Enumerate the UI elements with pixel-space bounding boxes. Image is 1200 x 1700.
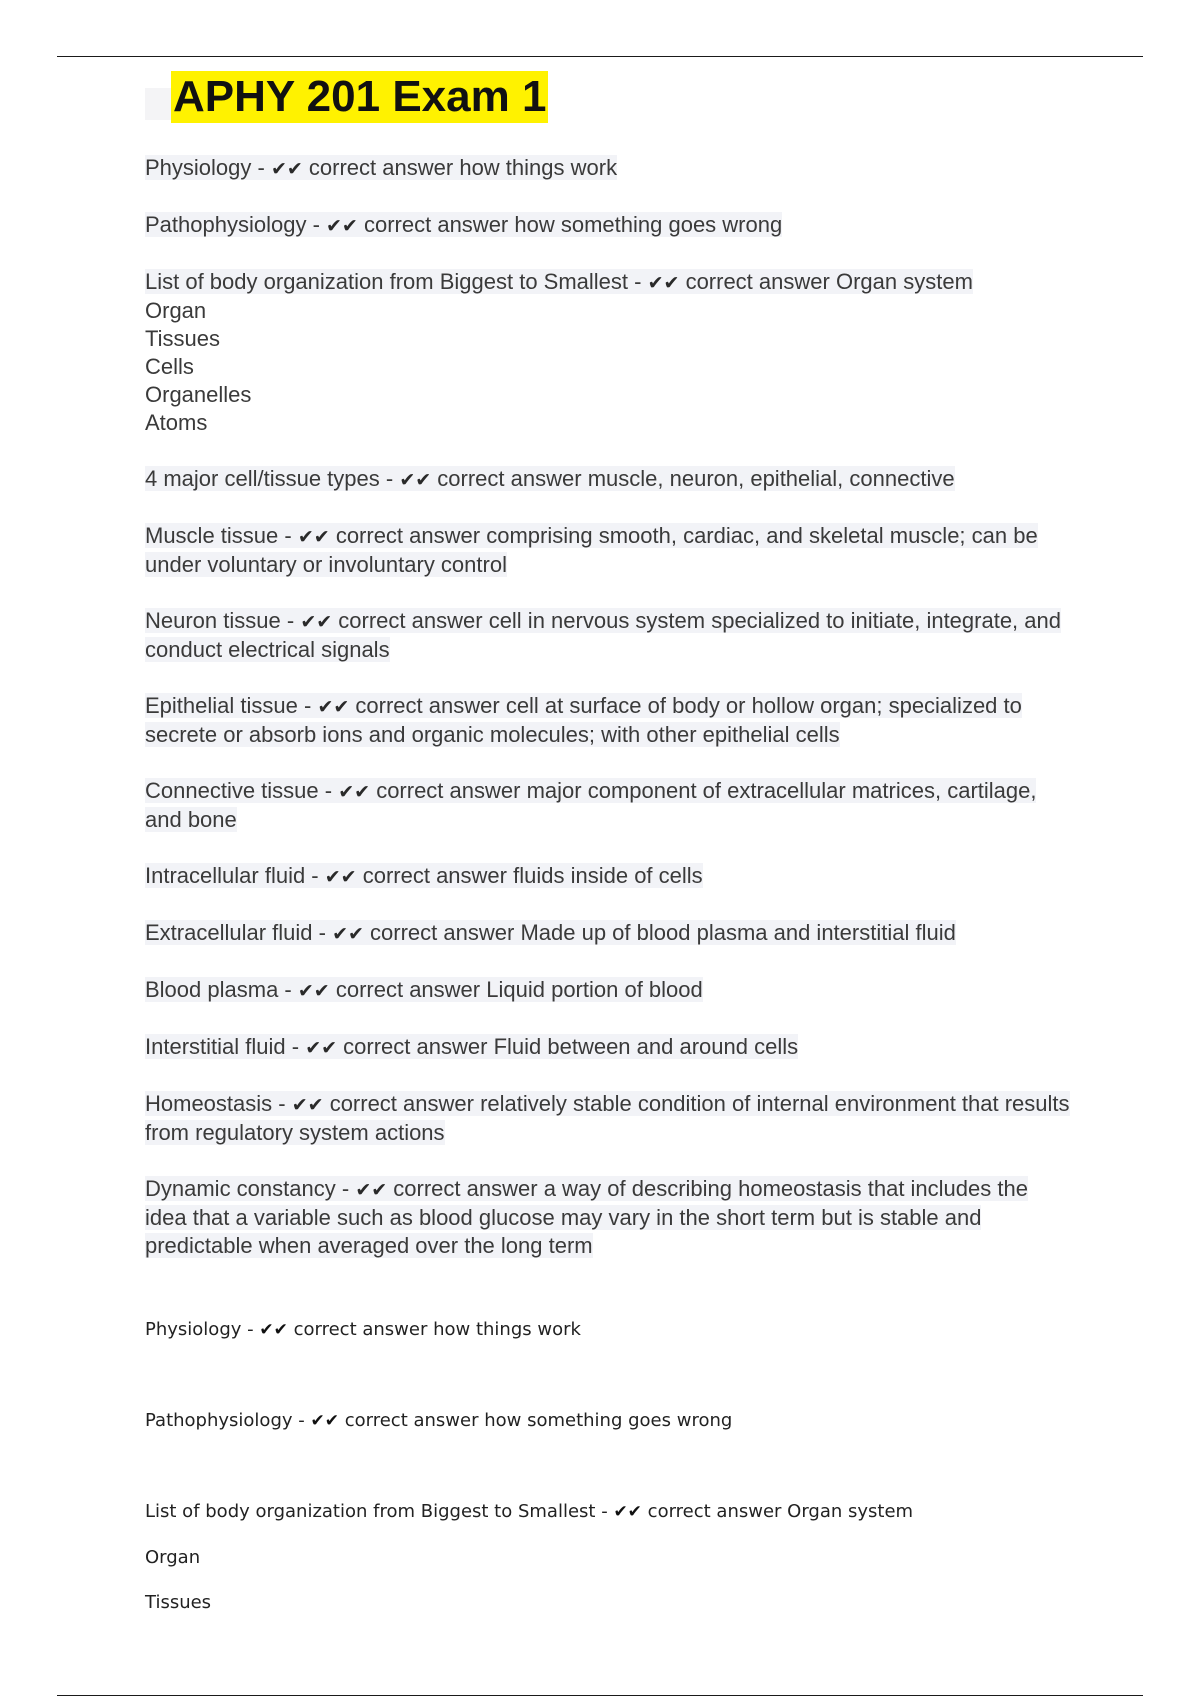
repeat-term: List of body organization from Biggest to Smallest xyxy=(145,1501,596,1522)
answer-prefix: correct answer xyxy=(338,608,483,633)
answer-prefix: correct answer xyxy=(343,1034,488,1059)
top-rule xyxy=(57,56,1143,57)
repeat-answer: Organ system xyxy=(787,1501,914,1522)
check-icon: ✔✔ xyxy=(647,272,680,294)
qa-term: Connective tissue xyxy=(145,778,319,803)
check-icon: ✔✔ xyxy=(332,923,364,945)
check-icon: ✔✔ xyxy=(291,1094,324,1116)
qa-line: Neuron tissue - ✔✔ correct answer cell in nervous system specialized to initiate, integrate, and conduct electrical signals xyxy=(145,608,1061,662)
qa-answer: how something goes wrong xyxy=(514,212,783,237)
check-icon: ✔✔ xyxy=(399,469,432,491)
repeat-item: List of body organization from Biggest to Smallest - ✔✔ correct answer Organ system xyxy=(145,1501,914,1522)
qa-item xyxy=(145,976,1075,1005)
answer-prefix: correct answer xyxy=(437,466,582,491)
qa-term: Neuron tissue xyxy=(145,608,281,633)
list-entry: Cells xyxy=(145,354,194,379)
qa-answer: cell in nervous system specialized to initiate, integrate, and conduct electrical signals xyxy=(145,608,1061,662)
list-entry: Organelles xyxy=(145,382,252,407)
check-icon: ✔✔ xyxy=(305,1037,338,1059)
qa-line: Extracellular fluid - ✔✔ correct answer Made up of blood plasma and interstitial fluid xyxy=(145,920,956,945)
qa-item xyxy=(145,211,1075,240)
qa-answer: Organ system xyxy=(835,269,973,294)
list-entry: Atoms xyxy=(145,410,208,435)
qa-line: Pathophysiology - ✔✔ correct answer how something goes wrong xyxy=(145,212,783,237)
qa-item xyxy=(145,154,1075,183)
qa-term: Extracellular fluid xyxy=(145,920,313,945)
qa-line: Epithelial tissue - ✔✔ correct answer cell at surface of body or hollow organ; specialized to secrete or absorb ions and organic molecules; with other epithelial cells xyxy=(145,693,1022,747)
answer-prefix: correct answer xyxy=(335,523,481,548)
check-icon: ✔✔ xyxy=(259,1320,288,1340)
qa-term: Epithelial tissue xyxy=(145,693,298,718)
qa-answer: Liquid portion of blood xyxy=(486,977,703,1002)
qa-item xyxy=(145,862,1075,891)
qa-item xyxy=(145,1033,1075,1062)
qa-item xyxy=(145,1175,1075,1260)
qa-answer: comprising smooth, cardiac, and skeletal muscle; can be under voluntary or involuntary control xyxy=(145,523,1038,577)
qa-term: Muscle tissue xyxy=(145,523,279,548)
answer-prefix: correct answer xyxy=(293,1319,428,1340)
qa-item xyxy=(145,522,1075,579)
qa-term: List of body organization from Biggest to Smallest xyxy=(145,269,629,294)
qa-answer: fluids inside of cells xyxy=(513,863,703,888)
answer-prefix: correct answer xyxy=(355,693,500,718)
qa-item xyxy=(145,1090,1075,1147)
title-block xyxy=(145,66,1075,128)
check-icon: ✔✔ xyxy=(324,866,357,888)
repeat-term: Pathophysiology xyxy=(145,1410,293,1431)
answer-prefix: correct answer xyxy=(376,778,521,803)
qa-item xyxy=(145,919,1075,948)
check-icon: ✔✔ xyxy=(297,980,330,1002)
qa-line: List of body organization from Biggest to Smallest - ✔✔ correct answer Organ system xyxy=(145,269,973,294)
qa-line: Intracellular fluid - ✔✔ correct answer fluids inside of cells xyxy=(145,863,703,888)
qa-item xyxy=(145,777,1075,834)
answer-prefix: correct answer xyxy=(370,920,515,945)
check-icon: ✔✔ xyxy=(310,1411,339,1431)
repeat-term: Physiology xyxy=(145,1319,242,1340)
qa-term: Interstitial fluid xyxy=(145,1034,286,1059)
answer-prefix: correct answer xyxy=(344,1410,479,1431)
qa-item xyxy=(145,465,1075,494)
qa-answer: muscle, neuron, epithelial, connective xyxy=(587,466,955,491)
repeat-list-entry: Tissues xyxy=(145,1592,212,1613)
qa-item xyxy=(145,607,1075,664)
list-entry: Organ xyxy=(145,298,207,323)
qa-line: Interstitial fluid - ✔✔ correct answer Fluid between and around cells xyxy=(145,1034,799,1059)
qa-line: Blood plasma - ✔✔ correct answer Liquid portion of blood xyxy=(145,977,703,1002)
answer-prefix: correct answer xyxy=(685,269,830,294)
qa-answer: cell at surface of body or hollow organ; specialized to secrete or absorb ions and organic molecules; with other epithelial cells xyxy=(145,693,1022,747)
document-body xyxy=(145,66,1075,1288)
qa-line: Connective tissue - ✔✔ correct answer major component of extracellular matrices, cartilage, and bone xyxy=(145,778,1037,832)
answer-prefix: correct answer xyxy=(308,155,454,180)
qa-answer: Fluid between and around cells xyxy=(493,1034,799,1059)
check-icon: ✔✔ xyxy=(297,526,330,548)
repeat-answer: how something goes wrong xyxy=(484,1410,733,1431)
answer-prefix: correct answer xyxy=(335,977,481,1002)
check-icon: ✔✔ xyxy=(326,215,358,237)
list-entry: Tissues xyxy=(145,326,220,351)
qa-answer: how things work xyxy=(459,155,618,180)
repeat-answer: how things work xyxy=(433,1319,581,1340)
check-icon: ✔✔ xyxy=(355,1179,388,1201)
qa-answer: relatively stable condition of internal environment that results from regulatory system actions xyxy=(145,1091,1070,1145)
qa-line: 4 major cell/tissue types - ✔✔ correct answer muscle, neuron, epithelial, connective xyxy=(145,466,955,491)
qa-item xyxy=(145,268,1075,437)
check-icon: ✔✔ xyxy=(300,611,333,633)
qa-line: Physiology - ✔✔ correct answer how things work xyxy=(145,155,618,180)
repeat-list-entry: Organ xyxy=(145,1547,201,1568)
qa-term: Blood plasma xyxy=(145,977,279,1002)
qa-answer: a way of describing homeostasis that includes the idea that a variable such as blood glucose may vary in the short term but is stable and predictable when averaged over the long term xyxy=(145,1176,1028,1258)
answer-prefix: correct answer xyxy=(329,1091,474,1116)
qa-term: Pathophysiology xyxy=(145,212,307,237)
qa-line: Muscle tissue - ✔✔ correct answer comprising smooth, cardiac, and skeletal muscle; can be under voluntary or involuntary control xyxy=(145,523,1038,577)
bottom-rule xyxy=(57,1695,1143,1696)
qa-answer: major component of extracellular matrices, cartilage, and bone xyxy=(145,778,1037,832)
answer-prefix: correct answer xyxy=(362,863,507,888)
repeat-item: Pathophysiology - ✔✔ correct answer how something goes wrong xyxy=(145,1410,733,1431)
answer-prefix: correct answer xyxy=(363,212,509,237)
check-icon: ✔✔ xyxy=(317,696,350,718)
document-title: APHY 201 Exam 1 xyxy=(173,72,547,121)
title-shadow xyxy=(145,88,173,120)
check-icon: ✔✔ xyxy=(270,158,303,180)
qa-answer: Made up of blood plasma and interstitial fluid xyxy=(520,920,956,945)
qa-term: Homeostasis xyxy=(145,1091,273,1116)
qa-list xyxy=(145,154,1075,1260)
qa-item xyxy=(145,692,1075,749)
answer-prefix: correct answer xyxy=(647,1501,782,1522)
check-icon: ✔✔ xyxy=(338,781,371,803)
repeat-item: Physiology - ✔✔ correct answer how things work xyxy=(145,1319,581,1340)
qa-term: Intracellular fluid xyxy=(145,863,306,888)
qa-line: Homeostasis - ✔✔ correct answer relatively stable condition of internal environment that results from regulatory system actions xyxy=(145,1091,1070,1145)
qa-term: Physiology xyxy=(145,155,252,180)
check-icon: ✔✔ xyxy=(613,1502,642,1522)
qa-line: Dynamic constancy - ✔✔ correct answer a way of describing homeostasis that includes the idea that a variable such as blood glucose may vary in the short term but is stable and predictable when averaged over the long term xyxy=(145,1176,1028,1258)
qa-term: 4 major cell/tissue types xyxy=(145,466,380,491)
qa-term: Dynamic constancy xyxy=(145,1176,336,1201)
answer-prefix: correct answer xyxy=(393,1176,538,1201)
